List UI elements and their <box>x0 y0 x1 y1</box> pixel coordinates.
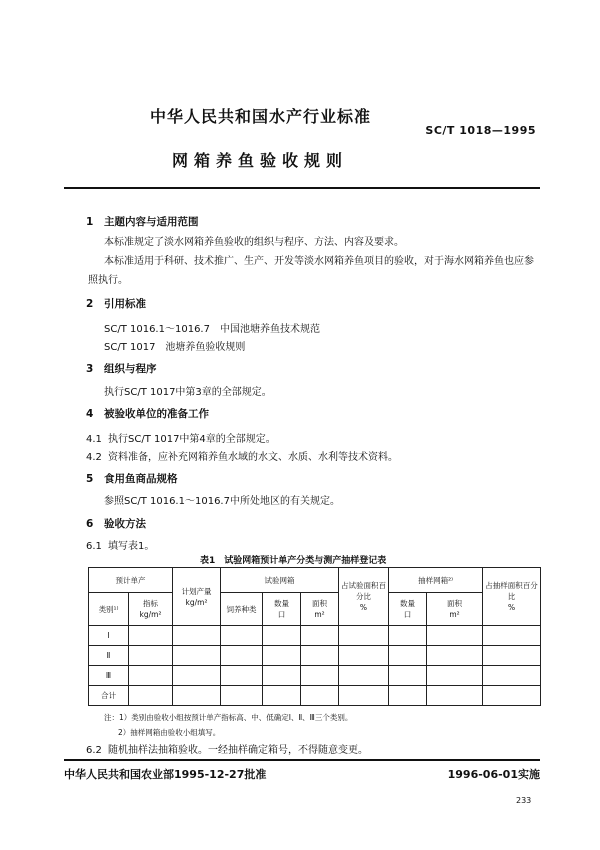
approval-statement: 中华人民共和国农业部1995-12-27批准 <box>64 768 267 781</box>
header-species: 饲养种类 <box>221 593 263 626</box>
header-sample-count: 数量 口 <box>389 593 427 626</box>
document-title: 网箱养鱼验收规则 <box>172 151 349 170</box>
table-1-caption: 表1 试验网箱预计单产分类与测产抽样登记表 <box>200 556 387 566</box>
header-test-cages: 试验网箱 <box>221 568 339 593</box>
table-row: Ⅱ <box>89 646 541 666</box>
table-row-total: 合计 <box>89 686 541 706</box>
section-3-heading: 3 组织与程序 <box>86 363 157 375</box>
header-count: 数量 口 <box>263 593 301 626</box>
header-sample-area: 面积 m² <box>427 593 483 626</box>
footer-divider <box>64 759 540 761</box>
header-index: 指标 kg/m² <box>129 593 173 626</box>
header-planned-output: 计划产量 kg/m² <box>173 568 221 626</box>
clause-4-2: 4.2 资料准备，应补充网箱养鱼水域的水文、水质、水利等技术资料。 <box>86 452 398 463</box>
clause-4-1: 4.1 执行SC/T 1017中第4章的全部规定。 <box>86 434 276 445</box>
section-3-paragraph: 执行SC/T 1017中第3章的全部规定。 <box>104 387 272 398</box>
reference-item-1: SC/T 1016.1～1016.7 中国池塘养鱼技术规范 <box>104 324 320 335</box>
section-1-paragraph-2: 本标准适用于科研、技术推广、生产、开发等淡水网箱养鱼项目的验收，对于海水网箱养鱼也应参照执行。 <box>88 256 534 286</box>
table-row: Ⅰ <box>89 626 541 646</box>
standard-category-title: 中华人民共和国水产行业标准 <box>150 107 372 126</box>
section-6-heading: 6 验收方法 <box>86 518 146 530</box>
header-predicted-yield: 预计单产 <box>89 568 173 593</box>
header-class: 类别¹⁾ <box>89 593 129 626</box>
header-pct-test-area: 占试验面积百分比 % <box>339 568 389 626</box>
reference-item-2: SC/T 1017 池塘养鱼验收规则 <box>104 342 246 353</box>
header-pct-sample-area: 占抽样面积百分比 % <box>483 568 541 626</box>
clause-6-2: 6.2 随机抽样法抽箱验收。一经抽样确定箱号，不得随意变更。 <box>86 745 368 756</box>
table-1 <box>88 567 541 706</box>
table-note-1: 注：1）类别由验收小组按预计单产指标高、中、低确定Ⅰ、Ⅱ、Ⅲ三个类别。 <box>104 713 353 722</box>
table-note-2: 2）抽样网箱由验收小组填写。 <box>118 728 221 737</box>
section-1-paragraph-1: 本标准规定了淡水网箱养鱼验收的组织与程序、方法、内容及要求。 <box>104 237 404 248</box>
section-1-heading: 1 主题内容与适用范围 <box>86 216 199 228</box>
section-2-heading: 2 引用标准 <box>86 298 146 310</box>
header-divider <box>64 187 540 189</box>
section-5-paragraph: 参照SC/T 1016.1～1016.7中所处地区的有关规定。 <box>104 496 340 507</box>
section-4-heading: 4 被验收单位的准备工作 <box>86 408 209 420</box>
section-5-heading: 5 食用鱼商品规格 <box>86 473 178 485</box>
header-sample-cages: 抽样网箱²⁾ <box>389 568 483 593</box>
page-number: 233 <box>516 796 532 805</box>
clause-6-1: 6.1 填写表1。 <box>86 541 155 552</box>
table-row: Ⅲ <box>89 666 541 686</box>
standard-code: SC/T 1018—1995 <box>425 124 536 137</box>
effective-date: 1996-06-01实施 <box>447 768 540 781</box>
header-area: 面积 m² <box>301 593 339 626</box>
